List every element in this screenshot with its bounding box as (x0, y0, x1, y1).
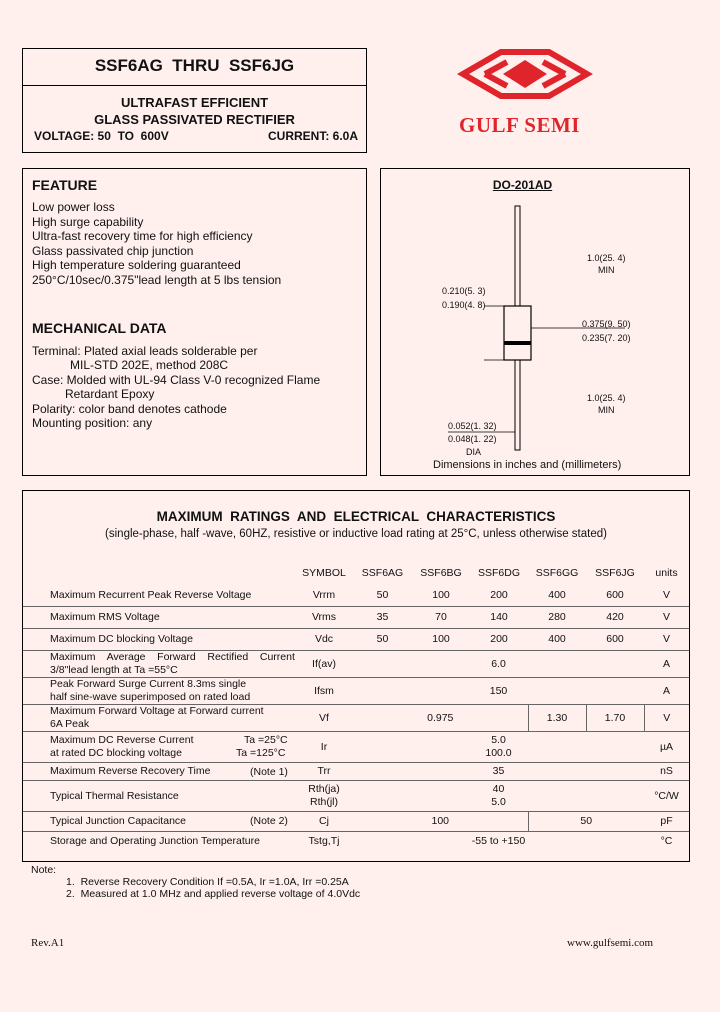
value-line: 5.0 (491, 733, 506, 746)
feature-item: Glass passivated chip junction (32, 244, 194, 258)
lead-top-min: MIN (598, 265, 615, 275)
value-cell: 600 (606, 588, 624, 601)
symbol-cell: Vrms (311, 611, 337, 623)
value-cell: 200 (490, 633, 508, 645)
column-header: SSF6BG (420, 567, 462, 579)
param-label (23, 677, 295, 704)
part-range: SSF6AG THRU SSF6JG (94, 56, 295, 75)
value-cell: 50 (528, 811, 644, 831)
gulf-semi-logo-icon (455, 48, 595, 112)
value-cell: 50 (376, 633, 389, 645)
note-item: 2. Measured at 1.0 MHz and applied reverse voltage of 4.0Vdc (66, 888, 361, 900)
value-cell: 100 (431, 815, 450, 827)
value-cell: 100 (432, 633, 450, 645)
param-line: half sine-wave superimposed on rated load (50, 690, 251, 703)
param-line: Maximum DC Reverse Current (50, 733, 194, 746)
param-line: 3/8"lead length at Ta =55°C (50, 663, 178, 676)
param-label: Maximum Recurrent Peak Reverse Voltage (50, 588, 252, 601)
website-link[interactable]: www.gulfsemi.com (567, 937, 654, 949)
mechanical-line: Retardant Epoxy (65, 387, 155, 401)
param-label (23, 650, 295, 677)
value-cell: 280 (548, 611, 566, 623)
param-label: Maximum RMS Voltage (50, 611, 160, 623)
note-item: 1. Reverse Recovery Condition If =0.5A, Ir =1.0A, Irr =0.25A (66, 876, 349, 888)
revision-label: Rev.A1 (31, 937, 65, 949)
symbol-cell: Ir (320, 740, 328, 753)
table-row (23, 628, 689, 650)
param-label (23, 811, 295, 831)
param-label (23, 762, 295, 780)
notes-heading: Note: (31, 864, 57, 876)
condition-label: Ta =125°C (236, 746, 286, 759)
table-row (23, 677, 689, 704)
unit-cell: V (662, 611, 670, 623)
value-cell (353, 780, 644, 811)
table-row (23, 704, 689, 731)
value-cell (353, 731, 644, 762)
symbol-cell: Cj (319, 815, 329, 827)
package-name: DO-201AD (492, 178, 553, 192)
unit-cell: V (663, 711, 671, 724)
unit-cell: nS (660, 765, 673, 777)
unit-cell: °C (660, 835, 673, 848)
param-line: 6A Peak (50, 717, 90, 730)
symbol-cell: Vdc (314, 633, 334, 645)
mechanical-line: Polarity: color band denotes cathode (32, 402, 227, 416)
symbol-cell: Trr (317, 765, 331, 777)
table-row (23, 762, 689, 780)
condition-label: (Note 2) (250, 814, 288, 827)
value-cell: 200 (490, 588, 508, 601)
table-row (23, 831, 689, 851)
param-line: Maximum Average Forward Rectified Current (50, 650, 295, 663)
column-header: SYMBOL (302, 567, 346, 579)
table-row (23, 811, 689, 831)
lead-bottom-length: 1.0(25. 4) (587, 393, 626, 403)
symbol-line: Rth(ja) (308, 782, 340, 795)
feature-item: High temperature soldering guaranteed (32, 258, 241, 272)
feature-heading: FEATURE (32, 177, 98, 193)
value-cell: 420 (606, 611, 624, 623)
symbol-cell: Vf (319, 711, 329, 724)
value-cell: 150 (489, 684, 508, 697)
unit-cell: µA (659, 740, 674, 753)
symbol-cell: Tstg,Tj (308, 835, 340, 848)
column-header: SSF6GG (535, 567, 579, 579)
condition-label: (Note 1) (250, 765, 288, 778)
table-row (23, 606, 689, 628)
value-cell: 35 (492, 765, 505, 777)
lead-dia-min: 0.048(1. 22) (448, 434, 497, 444)
body-length-max: 0.210(5. 3) (442, 286, 486, 296)
title-line1: ULTRAFAST EFFICIENT (120, 95, 269, 110)
value-line: 100.0 (485, 746, 512, 759)
param-line: Maximum Forward Voltage at Forward current (50, 704, 264, 717)
voltage-rating: VOLTAGE: 50 TO 600V (34, 129, 169, 143)
unit-cell: pF (660, 815, 673, 827)
value-cell: 35 (376, 611, 389, 623)
symbol-cell (295, 780, 353, 811)
value-cell: 400 (548, 588, 566, 601)
param-label (23, 731, 295, 762)
value-cell: 70 (435, 611, 447, 623)
column-header: SSF6AG (361, 567, 404, 579)
lead-dia-max: 0.052(1. 32) (448, 421, 497, 431)
mechanical-line: Mounting position: any (32, 416, 153, 430)
value-cell: 100 (432, 588, 450, 601)
value-cell: -55 to +150 (471, 835, 526, 848)
symbol-line: Rth(jl) (310, 795, 338, 808)
table-row (23, 731, 689, 762)
mechanical-line: Terminal: Plated axial leads solderable per (32, 344, 258, 358)
body-dia-max: 0.375(9. 50) (582, 319, 631, 329)
unit-cell: V (662, 588, 670, 601)
ratings-table (23, 562, 689, 851)
param-label: Typical Thermal Resistance (50, 789, 179, 802)
param-line: Maximum Reverse Recovery Time (50, 765, 211, 777)
symbol-cell: Vrrm (312, 588, 336, 601)
lead-dia-label: DIA (466, 447, 482, 457)
value-cell: 50 (376, 588, 389, 601)
value-cell: 1.70 (586, 704, 644, 731)
current-rating: CURRENT: 6.0A (268, 129, 359, 143)
logo-text: GULF SEMI (459, 113, 580, 137)
title-line2: GLASS PASSIVATED RECTIFIER (94, 112, 295, 127)
mechanical-heading: MECHANICAL DATA (32, 320, 167, 336)
symbol-cell: Ifsm (314, 684, 334, 697)
ratings-subheading: (single-phase, half -wave, 60HZ, resistive or inductive load rating at 25°C, unless otherwise stated) (105, 528, 607, 540)
value-cell: 1.30 (528, 704, 586, 731)
condition-label: Ta =25°C (244, 733, 288, 746)
feature-item: 250°C/10sec/0.375"lead length at 5 lbs tension (32, 273, 282, 287)
param-label: Maximum DC blocking Voltage (50, 633, 193, 645)
table-header-row (23, 562, 689, 584)
feature-item: Low power loss (32, 200, 115, 214)
column-header: SSF6DG (477, 567, 520, 579)
mechanical-line: MIL-STD 202E, method 208C (70, 358, 229, 372)
mechanical-line: Case: Molded with UL-94 Class V-0 recognized Flame (32, 373, 321, 387)
unit-cell: °C/W (654, 789, 679, 802)
header-divider (22, 85, 367, 86)
table-row (23, 780, 689, 811)
value-cell: 6.0 (491, 657, 506, 670)
ratings-heading: MAXIMUM RATINGS AND ELECTRICAL CHARACTERISTICS (156, 509, 556, 524)
dimensions-caption: Dimensions in inches and (millimeters) (433, 459, 622, 471)
value-cell: 0.975 (427, 711, 454, 724)
table-row (23, 650, 689, 677)
param-line: Typical Junction Capacitance (50, 815, 186, 827)
unit-cell: A (662, 684, 670, 697)
feature-item: Ultra-fast recovery time for high efficiency (32, 229, 253, 243)
column-header: SSF6JG (595, 567, 635, 579)
unit-cell: V (662, 633, 670, 645)
param-line: at rated DC blocking voltage (50, 746, 182, 759)
diode-outline-drawing (380, 168, 690, 476)
unit-cell: A (662, 657, 670, 670)
value-cell: 600 (606, 633, 624, 645)
column-header: units (655, 567, 678, 579)
value-cell: 400 (548, 633, 566, 645)
lead-bottom-min: MIN (598, 405, 615, 415)
lead-top-length: 1.0(25. 4) (587, 253, 626, 263)
value-line: 5.0 (491, 795, 506, 808)
param-label (23, 704, 295, 731)
table-row (23, 584, 689, 606)
value-line: 40 (492, 782, 505, 795)
param-label: Storage and Operating Junction Temperature (50, 835, 260, 848)
feature-item: High surge capability (32, 215, 144, 229)
body-dia-min: 0.235(7. 20) (582, 333, 631, 343)
param-line: Peak Forward Surge Current 8.3ms single (50, 677, 247, 690)
body-length-min: 0.190(4. 8) (442, 300, 486, 310)
value-cell: 140 (490, 611, 508, 623)
symbol-cell: If(av) (312, 657, 336, 670)
